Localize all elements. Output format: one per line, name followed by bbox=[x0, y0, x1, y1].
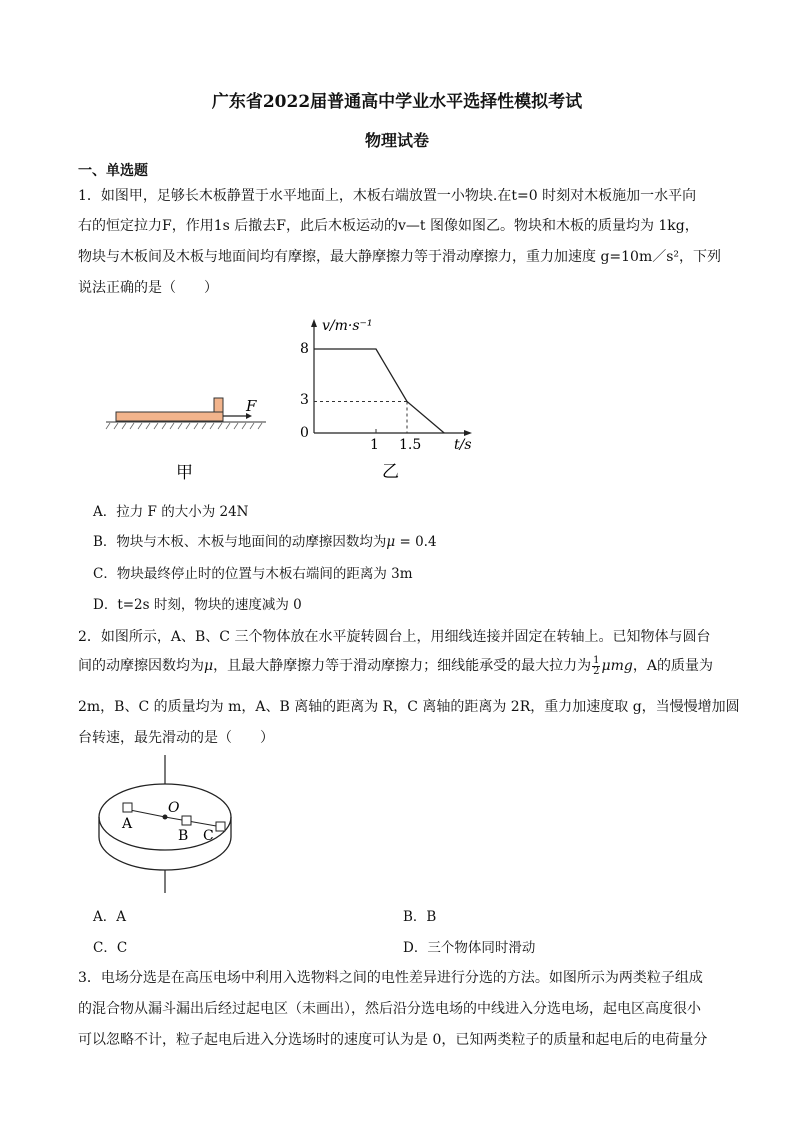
q1-line-3: 物块与木板间及木板与地面间均有摩擦，最大静摩擦力等于滑动摩擦力，重力加速度 g=10m／s²，下列 bbox=[78, 249, 722, 265]
q1-option-d[interactable]: D．t=2s 时刻，物块的速度减为 0 bbox=[93, 597, 302, 613]
x-axis-arrowhead bbox=[464, 430, 472, 436]
y-tick-label-8: 8 bbox=[300, 341, 309, 357]
fig-caption-jia: 甲 bbox=[176, 463, 193, 483]
q2-turntable-figure bbox=[90, 755, 250, 895]
q3-line-3: 可以忽略不计，粒子起电后进入分选场时的速度可认为是 0，已知两类粒子的质量和起电后的电荷量分 bbox=[78, 1032, 708, 1048]
q1-option-b-text: B．物块与木板、木板与地面间的动摩擦因数均为 bbox=[93, 534, 387, 550]
q2-option-b[interactable]: B．B bbox=[403, 909, 437, 925]
block-c bbox=[216, 822, 225, 831]
fraction-one-half: $\frac{1}{2}$ bbox=[593, 654, 600, 677]
q1-figure-board bbox=[100, 385, 275, 490]
label-c: C bbox=[203, 828, 214, 844]
label-a: A bbox=[122, 816, 133, 832]
force-label: F bbox=[246, 397, 257, 415]
x-axis-label: t/s bbox=[454, 437, 472, 453]
q3-line-1: 3．电场分选是在高压电场中利用入选物料之间的电性差异进行分选的方法。如图所示为两类粒子组成 bbox=[78, 970, 703, 986]
q1-option-b-value: = 0.4 bbox=[395, 534, 437, 550]
q2-line-3: 2m，B、C 的质量均为 m，A、B 离轴的距离为 R，C 离轴的距离为 2R，重力加速度取 g，当慢慢增加圆 bbox=[78, 699, 740, 715]
q2-line-2 bbox=[78, 655, 713, 677]
block-a bbox=[123, 803, 132, 812]
q3-line-2: 的混合物从漏斗漏出后经过起电区（未画出），然后沿分选电场的中线进入分选电场，起电区高度很小 bbox=[78, 1001, 701, 1017]
q1-line-2: 右的恒定拉力F，作用1s 后撤去F，此后木板运动的v—t 图像如图乙。物块和木板的质量均为 1kg， bbox=[78, 218, 699, 234]
q2-option-d[interactable]: D．三个物体同时滑动 bbox=[403, 940, 536, 956]
x-tick-label-1: 1 bbox=[370, 437, 379, 453]
q2-line-4: 台转速，最先滑动的是（ ） bbox=[78, 730, 274, 746]
block-b bbox=[182, 816, 191, 825]
q2-option-c[interactable]: C．C bbox=[93, 940, 128, 956]
label-b: B bbox=[178, 828, 189, 844]
block bbox=[214, 398, 223, 412]
fig-caption-yi: 乙 bbox=[382, 462, 399, 482]
mu-m-g: μmg bbox=[601, 658, 633, 674]
board bbox=[116, 412, 223, 421]
y-axis-arrowhead bbox=[311, 319, 317, 327]
page-subtitle: 物理试卷 bbox=[364, 131, 429, 150]
q1-line-1: 1．如图甲，足够长木板静置于水平地面上，木板右端放置一小物块.在t=0 时刻对木板施加一水平向 bbox=[78, 188, 697, 204]
q1-option-a[interactable]: A．拉力 F 的大小为 24N bbox=[93, 504, 249, 520]
q1-option-b[interactable] bbox=[93, 530, 437, 550]
q2-line-2b: ，且最大静摩擦力等于滑动摩擦力；细线能承受的最大拉力为 bbox=[213, 658, 592, 674]
page-title: 广东省2022届普通高中学业水平选择性模拟考试 bbox=[211, 92, 583, 112]
mu-symbol: μ bbox=[386, 534, 396, 550]
y-axis-label: v/m·s⁻¹ bbox=[322, 318, 373, 334]
x-tick-label-1.5: 1.5 bbox=[399, 437, 422, 453]
ground-hatch bbox=[106, 423, 262, 429]
section-heading: 一、单选题 bbox=[78, 163, 148, 179]
mu-symbol: μ bbox=[204, 658, 214, 674]
label-o: O bbox=[168, 800, 180, 816]
q1-vt-chart bbox=[290, 315, 490, 485]
q1-line-4: 说法正确的是（ ） bbox=[78, 280, 218, 296]
y-tick-label-0: 0 bbox=[300, 425, 309, 441]
q2-line-1: 2．如图所示，A、B、C 三个物体放在水平旋转圆台上，用细线连接并固定在转轴上。已知物体与圆台 bbox=[78, 629, 711, 645]
q1-option-c[interactable]: C．物块最终停止时的位置与木板右端间的距离为 3m bbox=[93, 566, 413, 582]
q2-option-a[interactable]: A．A bbox=[93, 909, 126, 925]
q2-line-2a: 间的动摩擦因数均为 bbox=[78, 658, 204, 674]
axis-point bbox=[163, 815, 168, 820]
q2-line-2c: ，A的质量为 bbox=[632, 658, 713, 674]
y-tick-label-3: 3 bbox=[300, 392, 309, 408]
vt-series-line bbox=[314, 349, 444, 433]
